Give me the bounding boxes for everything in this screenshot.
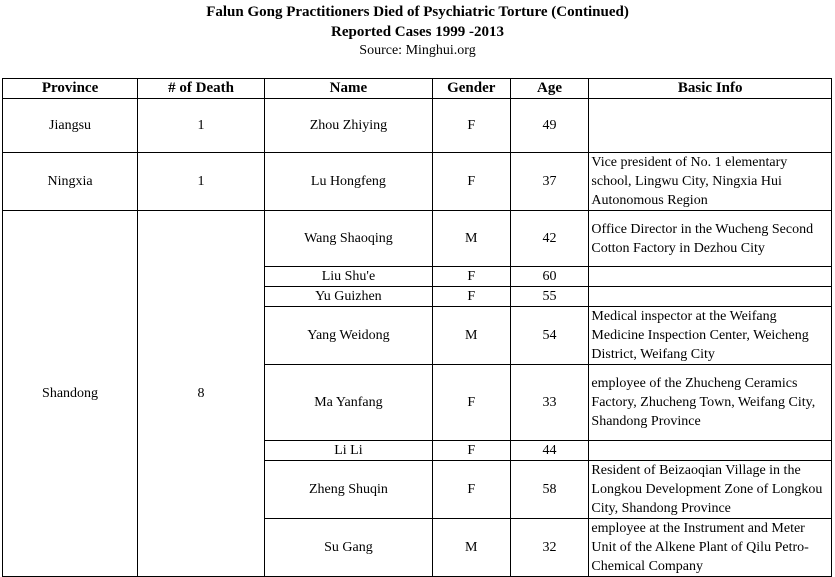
report-source: Source: Minghui.org bbox=[359, 43, 476, 58]
table-row bbox=[3, 153, 832, 211]
cell-gender: F bbox=[432, 267, 510, 287]
cell-province: Jiangsu bbox=[3, 99, 138, 153]
cell-age: 49 bbox=[510, 99, 589, 153]
table-body bbox=[3, 99, 832, 577]
table-row bbox=[3, 211, 832, 267]
cell-name: Yang Weidong bbox=[265, 307, 433, 365]
report-title: Falun Gong Practitioners Died of Psychiatric Torture (Continued) bbox=[206, 4, 629, 20]
table-header-row bbox=[3, 79, 832, 99]
cell-name: Yu Guizhen bbox=[265, 287, 433, 307]
cell-age: 55 bbox=[510, 287, 589, 307]
column-header-basic-info: Basic Info bbox=[589, 79, 832, 99]
cell-death-count: 8 bbox=[138, 211, 265, 577]
cell-age: 42 bbox=[510, 211, 589, 267]
cell-name: Wang Shaoqing bbox=[265, 211, 433, 267]
column-header-deaths: # of Death bbox=[138, 79, 265, 99]
cell-gender: F bbox=[432, 365, 510, 441]
report-subtitle: Reported Cases 1999 -2013 bbox=[331, 24, 504, 40]
cell-province: Shandong bbox=[3, 211, 138, 577]
cell-basic-info: Resident of Beizaoqian Village in the Longkou Development Zone of Longkou City, Shandong Province bbox=[589, 461, 832, 519]
cell-name: Zhou Zhiying bbox=[265, 99, 433, 153]
cell-province: Ningxia bbox=[3, 153, 138, 211]
cell-basic-info: Medical inspector at the Weifang Medicine Inspection Center, Weicheng District, Weifang City bbox=[589, 307, 832, 365]
cell-age: 33 bbox=[510, 365, 589, 441]
cell-gender: F bbox=[432, 287, 510, 307]
table-row bbox=[3, 99, 832, 153]
cell-name: Lu Hongfeng bbox=[265, 153, 433, 211]
cell-basic-info: employee at the Instrument and Meter Unit of the Alkene Plant of Qilu Petro-Chemical Company bbox=[589, 519, 832, 577]
cell-death-count: 1 bbox=[138, 99, 265, 153]
cell-basic-info bbox=[589, 99, 832, 153]
cell-age: 60 bbox=[510, 267, 589, 287]
cell-gender: F bbox=[432, 461, 510, 519]
cell-gender: M bbox=[432, 307, 510, 365]
cell-basic-info bbox=[589, 441, 832, 461]
cell-age: 58 bbox=[510, 461, 589, 519]
cell-basic-info: Vice president of No. 1 elementary school, Lingwu City, Ningxia Hui Autonomous Region bbox=[589, 153, 832, 211]
cell-death-count: 1 bbox=[138, 153, 265, 211]
cell-basic-info bbox=[589, 267, 832, 287]
cell-basic-info: employee of the Zhucheng Ceramics Factory, Zhucheng Town, Weifang City, Shandong Province bbox=[589, 365, 832, 441]
column-header-gender: Gender bbox=[432, 79, 510, 99]
cell-name: Ma Yanfang bbox=[265, 365, 433, 441]
cell-gender: F bbox=[432, 99, 510, 153]
column-header-name: Name bbox=[265, 79, 433, 99]
cell-name: Zheng Shuqin bbox=[265, 461, 433, 519]
cell-age: 54 bbox=[510, 307, 589, 365]
cell-name: Liu Shu'e bbox=[265, 267, 433, 287]
cell-gender: M bbox=[432, 211, 510, 267]
cell-basic-info: Office Director in the Wucheng Second Cotton Factory in Dezhou City bbox=[589, 211, 832, 267]
report-header bbox=[0, 0, 835, 60]
cell-age: 37 bbox=[510, 153, 589, 211]
column-header-province: Province bbox=[3, 79, 138, 99]
cell-name: Su Gang bbox=[265, 519, 433, 577]
cell-gender: M bbox=[432, 519, 510, 577]
cell-gender: F bbox=[432, 441, 510, 461]
cases-table bbox=[2, 78, 832, 577]
cell-age: 32 bbox=[510, 519, 589, 577]
cell-gender: F bbox=[432, 153, 510, 211]
cell-basic-info bbox=[589, 287, 832, 307]
cell-name: Li Li bbox=[265, 441, 433, 461]
cell-age: 44 bbox=[510, 441, 589, 461]
column-header-age: Age bbox=[510, 79, 589, 99]
